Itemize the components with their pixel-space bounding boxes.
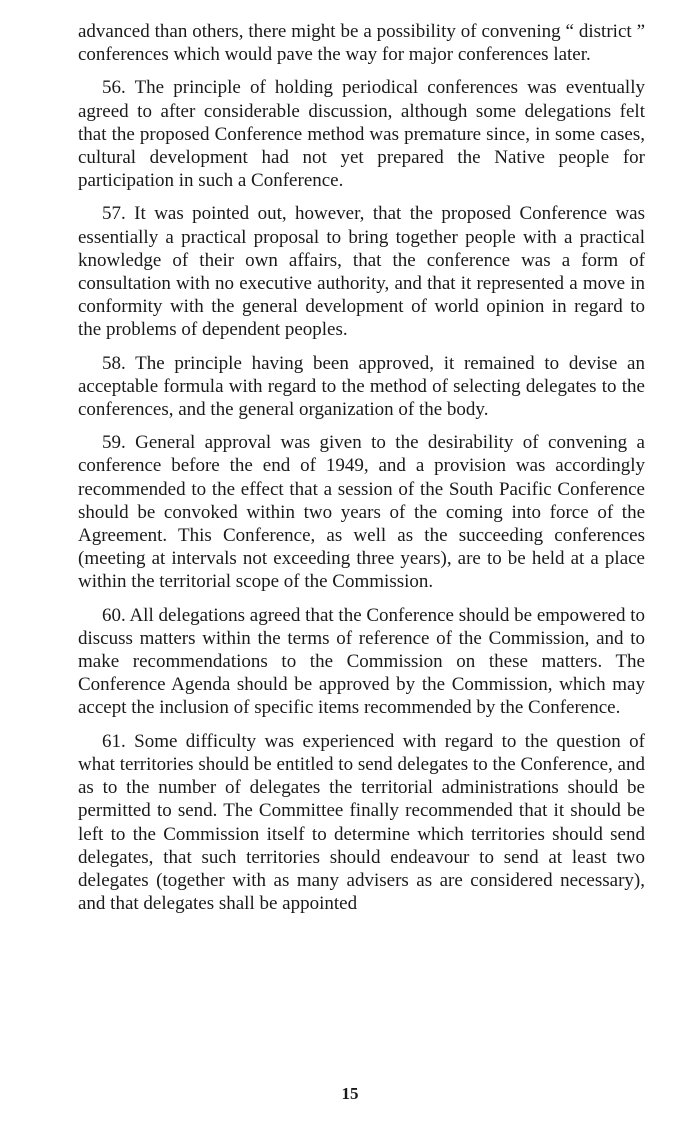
page-number: 15 xyxy=(341,1084,359,1103)
paragraph-59: 59. General approval was given to the desirability of convening a conference before the end of 1949, and a provision was accordingly recommended to the effect that a session of the South Pacific Conference should be convoked within two years of the coming into force of the Agreement. This Conference, as well as the succeeding conferences (meeting at intervals not exceeding three years), are to be held at a place within the territorial scope of the Commission. xyxy=(78,432,645,593)
document-page xyxy=(78,20,645,925)
paragraph-58: 58. The principle having been approved, it remained to devise an acceptable formula with regard to the method of selecting delegates to the conferences, and the general organization of the body. xyxy=(78,352,645,421)
paragraph-60: 60. All delegations agreed that the Conference should be empowered to discuss matters within the terms of reference of the Commission, and to make recommendations to the Commission on these matters. The Conference Agenda should be approved by the Commission, which may accept the inclusion of specific items recommended by the Conference. xyxy=(78,604,645,719)
paragraph-continuation: advanced than others, there might be a possibility of convening “ district ” conferences which would pave the way for major conferences later. xyxy=(78,21,645,66)
paragraph-57: 57. It was pointed out, however, that the proposed Conference was essentially a practical proposal to bring together people with a practical knowledge of their own affairs, that the conference was a form of consultation with no executive authority, and that it represented a move in conformity with the general development of world opinion in regard to the problems of dependent peoples. xyxy=(78,203,645,341)
paragraph-56: 56. The principle of holding periodical conferences was eventually agreed to after considerable discussion, although some delegations felt that the proposed Conference method was premature since, in some cases, cultural development had not yet prepared the Native people for participation in such a Conference. xyxy=(78,77,645,192)
paragraph-61: 61. Some difficulty was experienced with regard to the question of what territories should be entitled to send delegates to the Conference, and as to the number of delegates the territorial administrations should be permitted to send. The Committee finally recommended that it should be left to the Commission itself to determine which territories should send delegates, that such territories should endeavour to send at least two delegates (together with as many advisers as are considered necessary), and that delegates shall be appointed xyxy=(78,730,645,915)
